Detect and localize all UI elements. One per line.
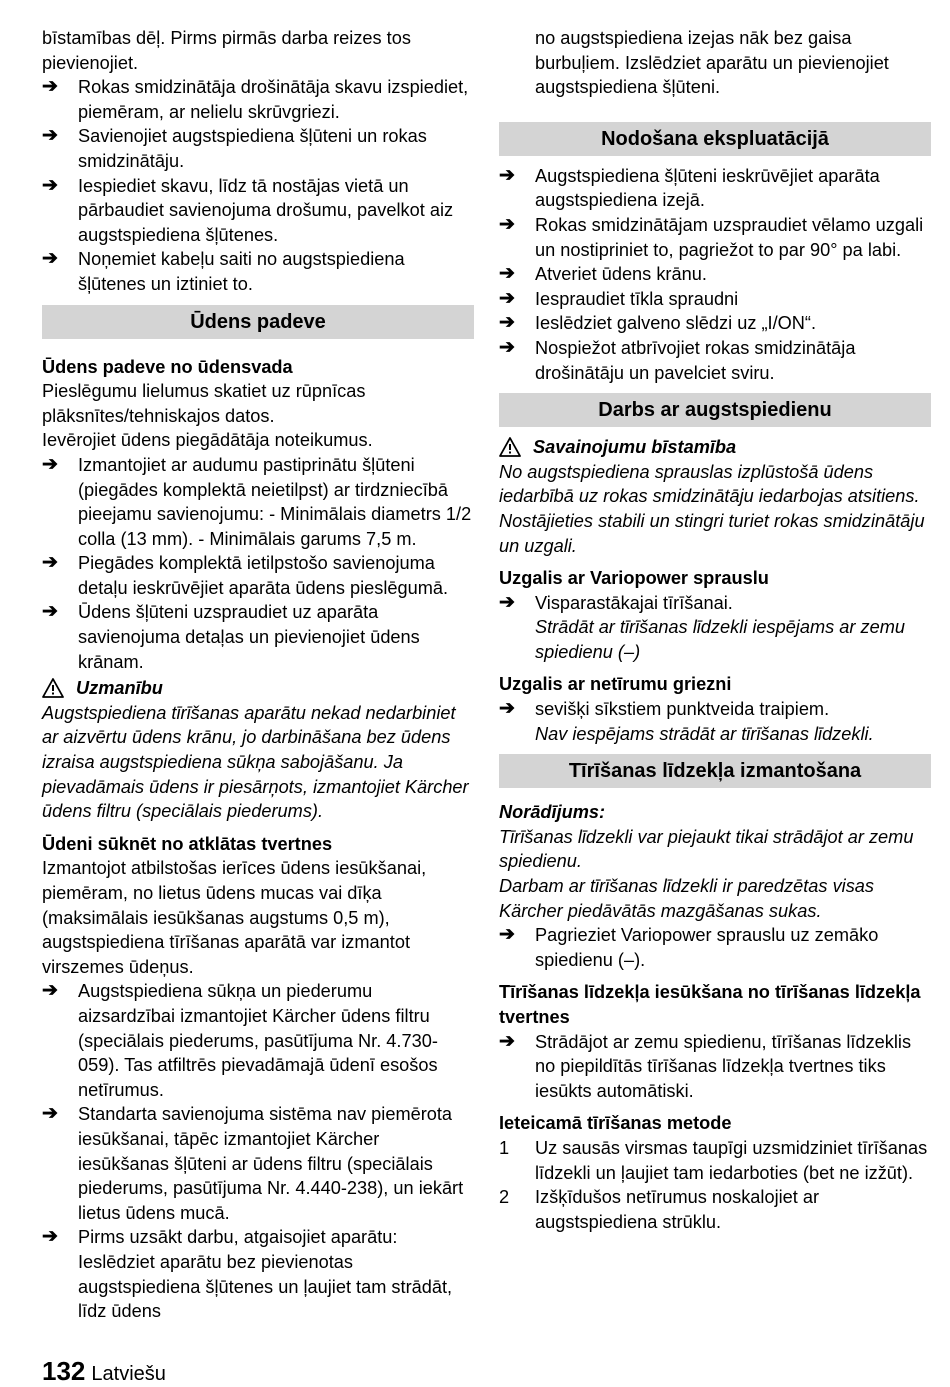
arrow-icon: ➔ bbox=[42, 174, 58, 196]
danger-heading: Savainojumu bīstamība bbox=[499, 435, 931, 460]
subheading-cleaning-method: Ieteicamā tīrīšanas metode bbox=[499, 1113, 732, 1134]
step-item: ➔ Iespiediet skavu, līdz tā nostājas vietā un pārbaudiet savienojuma drošumu, pavelkot aiz augstspiediena šļūtenes. bbox=[42, 174, 454, 245]
arrow-icon: ➔ bbox=[499, 287, 515, 309]
arrow-icon: ➔ bbox=[499, 164, 515, 186]
step-item: ➔ Savienojiet augstspiediena šļūteni un rokas smidzinātāju. bbox=[42, 125, 427, 171]
section-heading-commissioning: Nodošana ekspluatācijā bbox=[499, 122, 931, 156]
note-heading: Norādījums: bbox=[499, 802, 606, 823]
step-item: ➔ Rokas smidzinātājam uzspraudiet vēlamo uzgali un nostipriniet to, pagriežot to par 90° pa labi. bbox=[499, 213, 924, 260]
warning-triangle-icon bbox=[42, 678, 64, 698]
arrow-icon: ➔ bbox=[42, 552, 58, 574]
paragraph: Izmantojot atbilstošas ierīces ūdens iesūkšanai, piemēram, no lietus ūdens mucas vai dīķa (maksimālais iesūkšanas augstums 0,5 m), augstspiediena tīrīšanas aparātā var izmantot virszemes ūdeņus. bbox=[42, 858, 427, 977]
page-language: Latviešu bbox=[91, 1363, 166, 1385]
section-heading-high-pressure: Darbs ar augstspiedienu bbox=[499, 393, 931, 427]
step-list bbox=[42, 75, 474, 296]
arrow-icon: ➔ bbox=[42, 980, 58, 1002]
right-column bbox=[499, 26, 931, 1234]
arrow-icon: ➔ bbox=[499, 924, 515, 946]
paragraph: Pieslēgumu lielumus skatiet uz rūpnīcas plāksnītes/tehniskajos datos. bbox=[42, 381, 366, 426]
caution-heading: Uzmanību bbox=[42, 676, 474, 701]
step-item: ➔ Augstspiediena šļūteni ieskrūvējiet aparāta augstspiediena izejā. bbox=[499, 164, 880, 211]
step-item: ➔ Noņemiet kabeļu saiti no augstspiediena šļūtenes un iztiniet to. bbox=[42, 248, 405, 294]
numbered-step: 2 Izšķīdušos netīrumus noskalojiet ar augstspiediena strūklu. bbox=[499, 1187, 820, 1232]
note-text: Tīrīšanas līdzekli var piejaukt tikai strādājot ar zemu spiedienu. bbox=[499, 826, 914, 872]
step-list bbox=[499, 164, 931, 385]
step-item: ➔ Nospiežot atbrīvojiet rokas smidzinātāja drošinātāju un pavelciet sviru. bbox=[499, 336, 856, 383]
numbered-step: 1 Uz sausās virsmas taupīgi uzsmidziniet tīrīšanas līdzekli un ļaujiet tam iedarboties (bet ne izžūt). bbox=[499, 1137, 928, 1183]
arrow-icon: ➔ bbox=[42, 125, 58, 147]
arrow-icon: ➔ bbox=[499, 263, 515, 285]
arrow-icon: ➔ bbox=[42, 453, 58, 475]
arrow-icon: ➔ bbox=[499, 213, 515, 235]
danger-text: No augstspiediena sprauslas izplūstošā ūdens iedarbībā uz rokas smidzinātāju iedarbojas atsitiens. Nostājieties stabili un stingri turiet rokas smidzinātāju un uzgali. bbox=[499, 461, 925, 556]
step-item: ➔ Iespraudiet tīkla spraudni bbox=[499, 287, 931, 312]
step-item: ➔ Ieslēdziet galveno slēdzi uz „I/ON“. bbox=[499, 311, 931, 336]
caution-text: Augstspiediena tīrīšanas aparātu nekad nedarbiniet ar aizvērtu ūdens krānu, jo darbināšana bez ūdens izraisa augstspiediena sūkņa sabojāšanu. Ja pievadāmais ūdens ir piesārņots, izmantojiet Kärcher ūdens filtru (speciālais piederums). bbox=[42, 702, 469, 822]
subheading-dirt-blaster: Uzgalis ar netīrumu griezni bbox=[499, 674, 732, 695]
step-item: ➔ Standarta savienojuma sistēma nav piemērota iesūkšanai, tāpēc izmantojiet Kärcher iesūkšanas šļūteni ar ūdens filtru (speciālais piederums, pasūtījuma Nr. 4.440-238), un iekārt lietus ūdens mucā. bbox=[42, 1103, 464, 1223]
arrow-icon: ➔ bbox=[499, 698, 515, 720]
arrow-icon: ➔ bbox=[42, 601, 58, 623]
step-item: ➔ Atveriet ūdens krānu. bbox=[499, 262, 931, 287]
arrow-icon: ➔ bbox=[499, 336, 515, 358]
step-list bbox=[42, 979, 474, 1323]
arrow-icon: ➔ bbox=[42, 248, 58, 270]
page-footer bbox=[42, 1356, 166, 1387]
continued-text: no augstspiediena izejas nāk bez gaisa burbuļiem. Izslēdziet aparātu un pievienojiet augstspiediena šļūteni. bbox=[535, 28, 889, 98]
subheading-open-tank: Ūdeni sūknēt no atklātas tvertnes bbox=[42, 833, 333, 854]
section-heading-water-supply: Ūdens padeve bbox=[42, 305, 474, 339]
note-text: Nav iespējams strādāt ar tīrīšanas līdzekli. bbox=[535, 723, 874, 744]
arrow-icon: ➔ bbox=[42, 76, 58, 98]
step-item: ➔ Pirms uzsākt darbu, atgaisojiet aparātu: Ieslēdziet aparātu bez pievienotas augstspiediena šļūtenes un ļaujiet tam strādāt, līdz ūdens bbox=[42, 1226, 453, 1322]
step-item: ➔ Izmantojiet ar audumu pastiprinātu šļūteni (piegādes komplektā neietilpst) ar tirdzniecībā pieejamu savienojumu: - Minimālais diametrs 1/2 colla (13 mm). - Minimālais garums 7,5 m. bbox=[42, 453, 472, 549]
arrow-icon: ➔ bbox=[499, 1030, 515, 1052]
step-item: ➔ Strādājot ar zemu spiedienu, tīrīšanas līdzeklis no piepildītās tīrīšanas līdzekļa tvertnes tiks iesūkts automātiski. bbox=[499, 1030, 912, 1101]
warning-triangle-icon bbox=[499, 437, 521, 457]
step-item: ➔ Piegādes komplektā ietilpstošo savienojuma detaļu ieskrūvējiet aparāta ūdens pieslēgumā. bbox=[42, 552, 449, 598]
arrow-icon: ➔ bbox=[499, 312, 515, 334]
step-item: ➔ Ūdens šļūteni uzspraudiet uz aparāta savienojuma detaļas un pievienojiet ūdens krānam. bbox=[42, 601, 420, 672]
intro-text: bīstamības dēļ. Pirms pirmās darba reizes tos pievienojiet. bbox=[42, 28, 411, 73]
arrow-icon: ➔ bbox=[42, 1226, 58, 1248]
step-item: ➔ Visparastākajai tīrīšanai. bbox=[499, 591, 931, 616]
left-column bbox=[42, 26, 474, 1324]
note-text: Strādāt ar tīrīšanas līdzekli iespējams ar zemu spiedienu (–) bbox=[535, 617, 905, 662]
note-text: Darbam ar tīrīšanas līdzekli ir paredzētas visas Kärcher piedāvātās mazgāšanas sukas. bbox=[499, 876, 875, 921]
subheading-variopower: Uzgalis ar Variopower sprauslu bbox=[499, 568, 769, 589]
arrow-icon: ➔ bbox=[499, 591, 515, 613]
subheading-detergent-suction: Tīrīšanas līdzekļa iesūkšana no tīrīšanas līdzekļa tvertnes bbox=[499, 982, 921, 1027]
arrow-icon: ➔ bbox=[42, 1103, 58, 1125]
paragraph: Ievērojiet ūdens piegādātāja noteikumus. bbox=[42, 430, 373, 451]
section-heading-detergent: Tīrīšanas līdzekļa izmantošana bbox=[499, 754, 931, 788]
step-item: ➔ Augstspiediena sūkņa un piederumu aizsardzībai izmantojiet Kärcher ūdens filtru (speciālais piederums, pasūtījuma Nr. 4.730-059). Tas atfiltrēs pievadāmajā ūdenī esošos netīrumus. bbox=[42, 980, 438, 1100]
step-item: ➔ Pagrieziet Variopower sprauslu uz zemāko spiedienu (–). bbox=[499, 924, 879, 970]
page-number: 132 bbox=[42, 1356, 86, 1386]
subheading-mains-supply: Ūdens padeve no ūdensvada bbox=[42, 356, 293, 377]
step-item: ➔ Rokas smidzinātāja drošinātāja skavu izspiediet, piemēram, ar nelielu skrūvgriezi. bbox=[42, 76, 469, 122]
step-item: ➔ sevišķi sīkstiem punktveida traipiem. bbox=[499, 697, 931, 722]
step-list bbox=[42, 453, 474, 674]
